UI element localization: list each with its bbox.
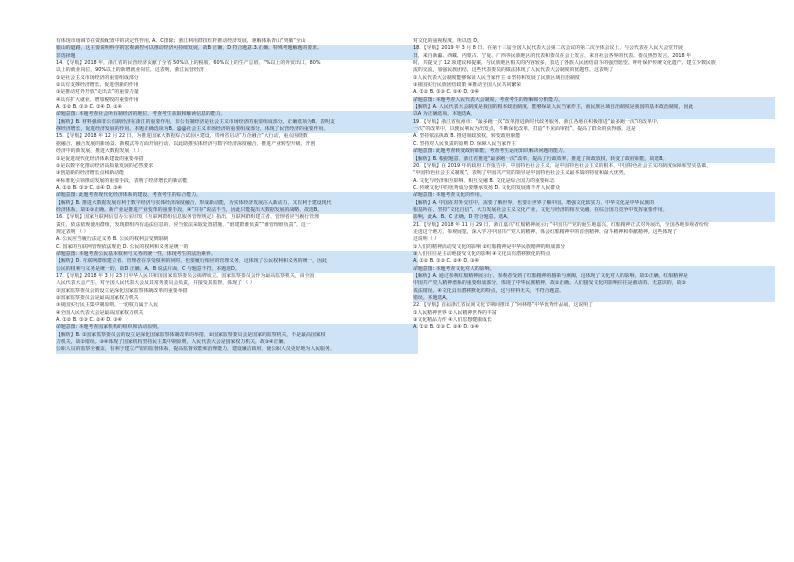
text-line: A. ①② B. ①③ C. ②④ D. ③④ (413, 258, 479, 265)
left-column (56, 38, 418, 354)
text-line: ①是促进现代化经济体系建设的重要举措 (56, 155, 144, 162)
text-line: 有体现市场调节在资源配置中的决定性作用, A、C排除；浙江利用群技红杆推动经济发展，驱解体系青山“突破”全山 (56, 38, 306, 44)
text-line: 【解析】B. 材料强调非公有制经济在浙江的重要作用，非公有制经济是社会主义市场经济的重要组成部分。正确选项为B，表明支 (56, 119, 418, 126)
text-line: 公职人员的监察全覆盖，有利于建立严密的监督体系，提高监督效能和治理能力，建设廉洁政府，使公职人员更好地为人民服务。 (56, 346, 418, 353)
text-line: 公民的权利与义务是统一的，故D 正确。A、B 说法片面，C 与题意不符。本题选D。 (56, 266, 418, 273)
text-line: ③文化精品力作 ④人们思想健康成长 (413, 317, 492, 324)
text-line: 责任，依法依规使用群组，发现群组内有违法信息的，应当依法采取处置措施，“谁建群谁负责”“谁管理谁负责”。这一 (56, 221, 311, 228)
text-line: 人民代表大会产生，对全国人民代表大会及其常务委员会负责，并接受其监督，体现了 （ ） (56, 280, 255, 287)
text-line: C. 国家的互联网管理依法规范 D. 公民的权利和义务是统一的 (56, 243, 189, 250)
text-line: ④标准化引领推动发展的重要手段，表明了经济增长的新动能 (56, 177, 188, 184)
text-line: ①人民精神世界 ②人民精神世界的丰富 (413, 309, 497, 316)
text-line: ①国家监察委员会的设立是深化国家监察体制改革的重要举措 (56, 287, 188, 294)
text-line: 命题意图: 本题考查人民代表大会制度，考查考生的理解和分析能力。 (413, 97, 775, 104)
text-line: 命题意图: 此题考查转变政府职能，考查考生运用知识解决问题的能力。 (413, 148, 775, 155)
text-line: ②国家监察委员会是最高国家权力机关 (56, 295, 139, 302)
text-line: A. 坚持依法执政 B. 推进简政放权，转变政府职能 (413, 133, 521, 140)
text-line: 以上的就业岗位，90%以上的新增就业岗位，这表明，浙江民营经济 (56, 67, 204, 74)
text-line: 【解析】D. 互联网群组建立者、管理者在享受权利的同时，也要履行相应的管理义务，这体现了公民权利和义务的统一。因此 (56, 258, 418, 265)
text-line: “中国特色社会主义制度”，表明了中国共产党的领导是中国特色社会主义最本质的特征和最大优势。 (413, 170, 629, 177)
text-line: 影响，此A、B、C 正确，D 符合题意。选A。 (413, 214, 775, 221)
text-line: 经济中的新发展，推进大数据发展 （ ） (56, 148, 143, 155)
text-line: 经济体系。故①③正确。新产业是推进产业变革的重要手段，④“并存”说法不当，因此只能提出大数据发展的战略，故选B。 (56, 207, 418, 214)
text-line: C. 传统文化中的优秀成分要继承发扬 D. 文化的发展离不开人民群众 (413, 184, 561, 191)
text-line: 19．【导航】浙江省杭州市：“最多跑一次”改革推进新时代政务服务，浙江各地在积极推进“最多跑一次”的改革中， (413, 118, 662, 125)
text-line: 据融合、融合发展的新场景、新模式等方面开展行动，以此助推实体经济与数字经济深度融合，推进产业转型升级，开创 (56, 140, 316, 147)
text-line: 命题意图: 此题考查现代化经济体系的建设，考查考生的综合能力。 (56, 192, 418, 199)
text-line: 流的交流，加强民族团结，这些代表委员的做法体现了人民代表大会制度的优越性。这表明了 (413, 67, 614, 74)
text-line: 对文化的重视程度，所以选 D。 (413, 38, 482, 44)
text-line: 说法错误。④文化具有潜移默化的特点，这与材料无关，不符合题意。 (413, 288, 775, 295)
text-line: ③人们往往是主动地接受文化的影响 ④文化具有潜移默化的特点 (413, 250, 551, 257)
text-line: 中国共产党人精神谱系的重要组成部分，体现了中华民族精神，故②正确。人们接受文化的影响往往是被动的、无意识的，故③ (413, 280, 775, 287)
text-line: 以A 为正确选项。本题选A。 (413, 111, 775, 118)
text-line: A. 公民应当履行法定义务 B. 公民的权利会受到限制 (56, 236, 169, 243)
text-line: 时，共提交了 12 项建议和提案，与民族地区相关的内容较多，表达了各族人民团结奋斗的强烈愿望。呼吁保护传统文化遗产，建立少数民族 (413, 60, 716, 67)
text-line: ②是以数字化推动经济高质量发展的必然要求 (56, 162, 154, 169)
text-line: 规定表明 （ ） (56, 228, 89, 235)
text-line: 21．【导航】2018 年 11 月 29 日，浙江嘉兴“红船精神展示厅”中国共产党的诞生地嘉兴。红船精神正式对外展出，全国各地参观者纷纷 (413, 221, 709, 228)
text-line: 银山的道路，这主要说明科学的宏观调控可以推动经济可持续发展，故B 正确，D 符合题意.3.正确。特殊考题解题的要求。 (56, 45, 418, 52)
text-line: 这说明（ ） (413, 236, 440, 243)
text-line: 【解析】B. ①国家监察委员会的设立是深化国家监察体制改革的举措，②国家监察委员会是国家的监察机关，不是最高国家权 (56, 332, 418, 339)
text-line: 命题意图: 本题考查社会所有制经济的地位，考查考生获取和解读信息的能力。 (56, 111, 418, 118)
text-line: ②具有支撑经济增长，促进创新的作用 (56, 82, 139, 89)
text-line: 非选择题 (56, 53, 418, 60)
text-line: 错误。本题选A。 (413, 295, 775, 302)
text-line: ③创造新的经济增长点和新动能 (56, 170, 124, 177)
text-line: 20．【导航】在 2019 年的政府工作报告中，中国特色社会主义，是中国特色社会主义的根本，中国特色社会主义的制度保障和坚实基础， (413, 162, 712, 169)
text-line: 【解析】A. 通过参观红船精神展示厅，参观者受到了红船精神的感染与熏陶，这体现了文化对人的影响，故①正确。红船精神是 (413, 273, 775, 280)
text-line: 16．【导航】国家互联网信息办公室印发《互联网群组信息服务管理规定》指出，互联网群组建立者、管理者应当履行管理 (56, 214, 319, 221)
text-line: 【解析】B. 根据题意，浙江省推进“最多跑一次”改革，提高了行政效率，推进了简政放权，转变了政府职能，故选B。 (413, 156, 775, 163)
text-line: 【解析】A. 中国在对外交往中，需要了解世界，也要让世界了解中国。增强文化软实力，中华文化是中华民族的 (413, 200, 775, 207)
text-line: 命题意图: 本题考查公民基本权利与义务的统一性，体现考生的法治素养。 (56, 251, 418, 258)
text-line: ①人民代表大会制度能够保证人民当家作主 ②坚持和发展了民族区域自治制度 (413, 74, 580, 81)
right-column (413, 38, 775, 332)
text-line: A. ①② B. ①③ C. ①④ D. ②④ (56, 104, 122, 111)
text-line: 日，来自新疆、西藏、内蒙古、宁夏、广西等民族地区的代表和委员在会上发言，来自社会各界的代表、委员热烈发言。2018 年 (413, 52, 692, 59)
text-line: A. ①② B. ①③ C. ②④ D. ③④ (56, 317, 122, 324)
text-line: 【解析】A. 人民代表大会制度是我国的根本政治制度，能够保证人民当家作主，而民族区域自治制度是我国的基本政治制度，因此 (413, 104, 775, 111)
text-line: A. ①② B. ①③ C. ②④ D. ③④ (56, 184, 122, 191)
text-line: 命题意图: 本题考查文化的作用。 (413, 192, 775, 199)
text-line: 命题意图: 本题考查文化对人的影响。 (413, 266, 775, 273)
text-line: 力机关，故②错误。③④体现了国家机构坚持民主集中制原则，人民代表大会是国家权力机关，故③④正确。 (56, 339, 418, 346)
text-line: 15．【导航】2018 年 12 月 22 日，为推进国家大数据综合试验区建设，贵州省启动“万企融合”大行动，重点围绕数 (56, 133, 308, 140)
text-line: 撑经济增长，促进经济发展的作用。本题正确选项为B。@@社会主义市场经济的重要组成部分，体现了民营经济的重要作用。 (56, 126, 418, 133)
text-line: A. 文化与经济相互影响、相互交融 B. 文化是综合国力的重要标志 (413, 177, 555, 184)
text-line: C. 坚持对人民负责的原则 D. 保障人民当家作主 (413, 140, 516, 147)
text-line: 走进这个地方，参观展览，深入学习中国共产党人的精神，体会红船精神中的首创精神、奋斗精神和奉献精神。这些体现了 (413, 228, 678, 235)
text-line: 18．【导航】2019 年 3 月 8 日，在第十三届全国人民代表大会第二次会议的第二次全体会议上，与会代表在人民大会堂开展 (413, 45, 683, 52)
text-line: ④全国人民代表大会是最高国家权力机关 (56, 309, 144, 316)
text-line: ③我国实行民族团结政策 ④推动全国人民共同繁荣 (413, 82, 522, 89)
text-line: 命题意图: 本题考查国家机构的组织和活动原则。 (56, 324, 418, 331)
text-line: 17．【导航】2018 年 3 月 23 日中华人民共和国国家监察委员会揭牌成立。国家监察委员会作为最高监察机关，由全国 (56, 273, 315, 279)
text-line: 14．【导航】2018 年，浙江省的民营经济贡献了全省 50%以上的税收，60%以上的生产总值，“%以上的外贸出口，80% (56, 60, 321, 67)
text-line: A. ①② B. ①③ C. ②④ D. ③④ (413, 89, 479, 96)
text-line: ③是推动对外开放“走出去”的重要力量 (56, 89, 139, 96)
text-line: 22．【导航】首届浙江省民间文化节期间推出了“阿林格”中华优秀作品展，这说明了 (413, 302, 594, 309)
text-line: ①人们的精神活动受文化的影响 ②红船精神是中华民族精神的组成部分 (413, 243, 566, 250)
text-line: A. ①② B. ①③ C. ②④ D. ③④ (413, 324, 479, 331)
text-line: ①是社会主义市场经济的重要组成部分 (56, 74, 139, 81)
text-line: 一次”的改革中，以便民利民为出发点，不断深化改革，打造“不见面审批”，提高了群众的获得感。这是 (413, 126, 636, 133)
text-line: ③我国实行民主集中制原则，一切权力属于人民 (56, 302, 159, 309)
text-line: 根基所在，坚持“文化自信”，大力发展社会主义文化产业，文化与经济的相互交融，在综合国力竞争中发挥重要作用。 (413, 207, 775, 214)
text-line: ④具有扩大就业、增加税收的重要作用 (56, 96, 139, 103)
text-line: 【解析】B. 推进大数据发展有利于数字经济与实体经济深度融合，形成新动能，为实体经济发展注入新动力，又有利于建设现代 (56, 200, 418, 207)
